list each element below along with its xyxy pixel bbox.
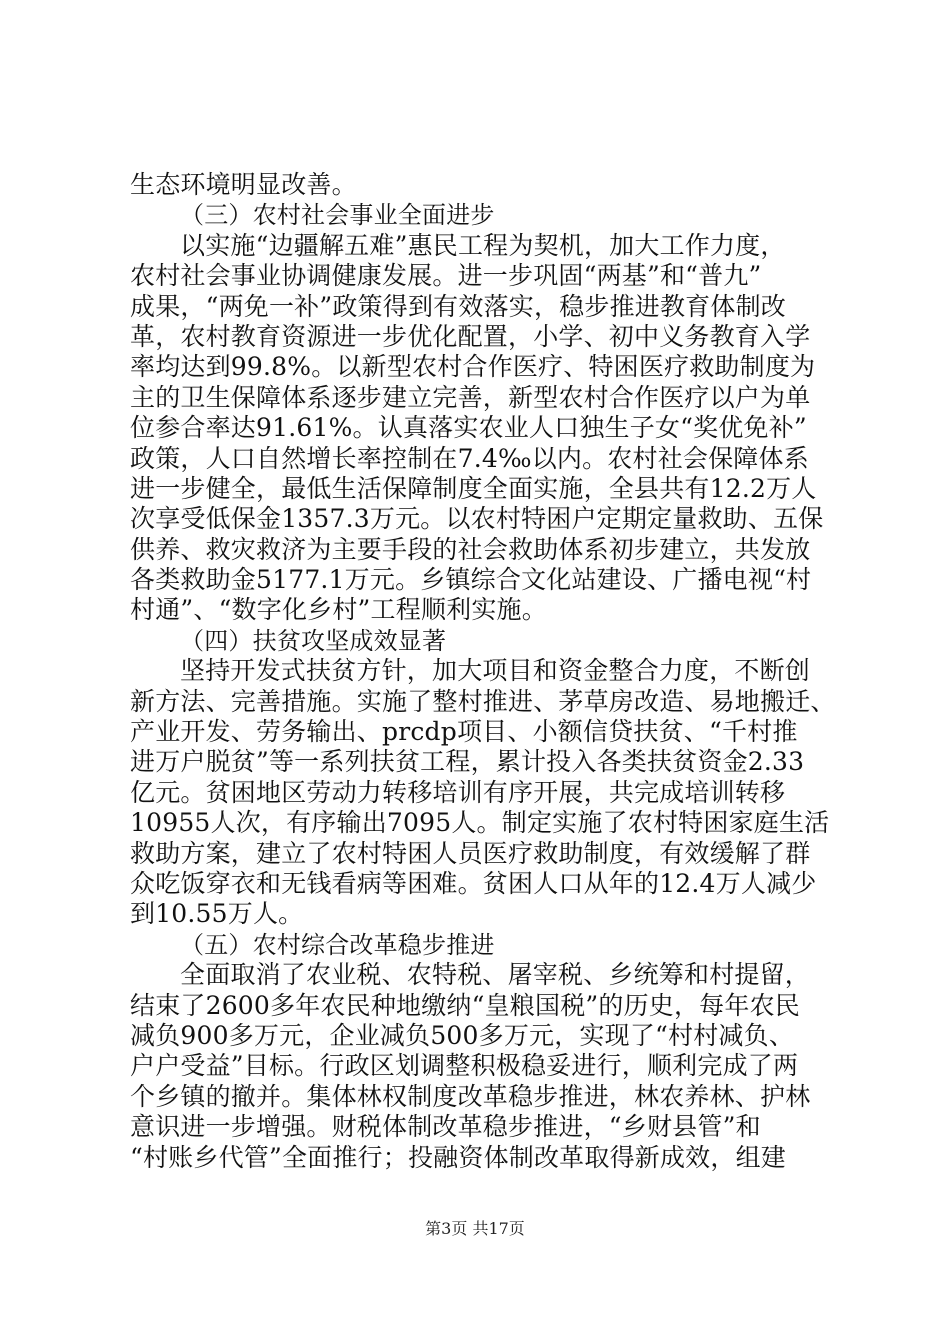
text-line: 各类救助金5177.1万元。乡镇综合文化站建设、广播电视“村 (130, 565, 812, 595)
text-line: 救助方案，建立了农村特困人员医疗救助制度，有效缓解了群 (130, 838, 811, 868)
text-line: 主的卫生保障体系逐步建立完善，新型农村合作医疗以户为单 (130, 382, 811, 412)
text-line: 次享受低保金1357.3万元。以农村特困户定期定量救助、五保 (130, 504, 824, 534)
text-line: 生态环境明显改善。 (130, 170, 357, 199)
text-line: 位参合率达91.61%。认真落实农业人口独生子女“奖优免补” (130, 413, 807, 443)
text-line: 结束了2600多年农民种地缴纳“皇粮国税”的历史，每年农民 (130, 990, 800, 1020)
text-line: 进万户脱贫”等一系列扶贫工程，累计投入各类扶贫资金2.33 (130, 747, 805, 777)
text-line: 农村社会事业协调健康发展。进一步巩固“两基”和“普九” (130, 261, 762, 291)
text-line: “村账乡代管”全面推行；投融资体制改革取得新成效，组建 (130, 1142, 786, 1172)
section-heading-4: （四）扶贫攻坚成效显著 (180, 626, 447, 655)
section-heading-5: （五）农村综合改革稳步推进 (180, 930, 495, 959)
section-heading-3: （三）农村社会事业全面进步 (180, 201, 495, 230)
text-line: 个乡镇的撤并。集体林权制度改革稳步推进，林农养林、护林 (130, 1081, 811, 1111)
text-line: 意识进一步增强。财税体制改革稳步推进，“乡财县管”和 (130, 1112, 761, 1142)
text-line: 亿元。贫困地区劳动力转移培训有序开展，共完成培训转移 (130, 777, 786, 807)
text-line: 供养、救灾救济为主要手段的社会救助体系初步建立，共发放 (130, 534, 811, 564)
text-line: 坚持开发式扶贫方针，加大项目和资金整合力度，不断创 (180, 656, 811, 686)
text-line: 革，农村教育资源进一步优化配置，小学、初中义务教育入学 (130, 321, 811, 351)
text-line: 新方法、完善措施。实施了整村推进、茅草房改造、易地搬迁、 (130, 686, 836, 716)
text-line: 10955人次，有序输出7095人。制定实施了农村特困家庭生活 (130, 808, 830, 838)
text-line: 成果，“两免一补”政策得到有效落实，稳步推进教育体制改 (130, 291, 786, 321)
text-line: 率均达到99.8%。以新型农村合作医疗、特困医疗救助制度为 (130, 352, 816, 382)
document-body (130, 170, 836, 1173)
text-line: 到10.55万人。 (130, 899, 304, 929)
text-line: 全面取消了农业税、农特税、屠宰税、乡统筹和村提留， (180, 960, 811, 990)
text-line: 产业开发、劳务输出、prcdp项目、小额信贷扶贫、“千村推 (130, 717, 798, 747)
text-line: 政策，人口自然增长率控制在7.4‰以内。农村社会保障体系 (130, 443, 809, 473)
text-line: 进一步健全，最低生活保障制度全面实施，全县共有12.2万人 (130, 473, 817, 503)
text-line: 村通”、“数字化乡村”工程顺利实施。 (130, 595, 547, 625)
page-number-footer: 第3页 共17页 (425, 1219, 525, 1238)
text-line: 众吃饭穿衣和无钱看病等困难。贫困人口从年的12.4万人减少 (130, 868, 817, 898)
text-line: 以实施“边疆解五难”惠民工程为契机，加大工作力度， (180, 230, 786, 260)
text-line: 户户受益”目标。行政区划调整积极稳妥进行，顺利完成了两 (130, 1051, 799, 1081)
text-line: 减负900多万元，企业减负500多万元，实现了“村村减负、 (130, 1020, 795, 1050)
